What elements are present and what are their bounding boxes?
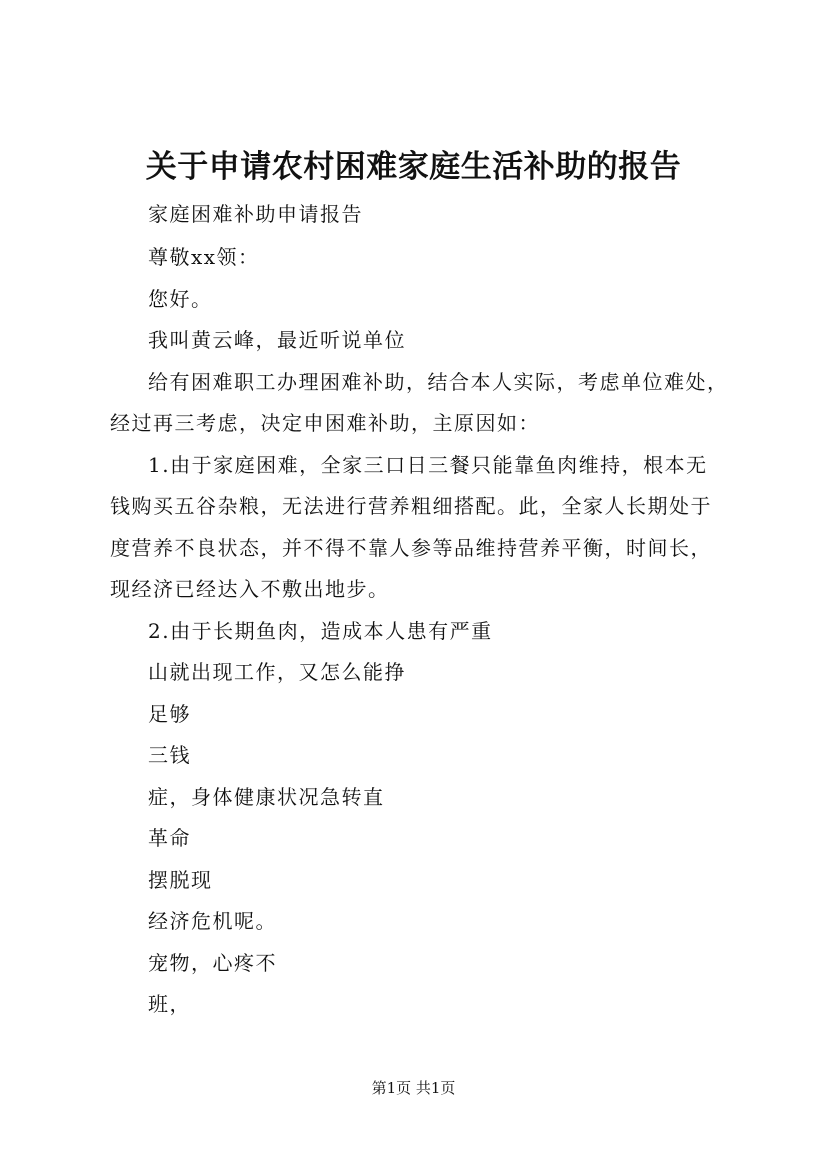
body-line: 家庭困难补助申请报告 — [148, 202, 363, 226]
body-line: 三钱 — [148, 743, 191, 767]
body-line: 摆脱现 — [148, 868, 213, 892]
body-line: 1.由于家庭困难，全家三口日三餐只能靠鱼肉维持，根本无 — [148, 453, 708, 477]
body-line: 症，身体健康状况急转直 — [148, 785, 385, 809]
body-line: 宠物，心疼不 — [148, 951, 277, 975]
body-line: 现经济已经达入不敷出地步。 — [110, 577, 390, 601]
body-line: 度营养不良状态，并不得不靠人参等品维持营养平衡，时间长， — [110, 536, 712, 560]
body-line: 经济危机呢。 — [148, 909, 277, 933]
body-line: 山就出现工作，又怎么能挣 — [148, 660, 406, 684]
body-line: 给有困难职工办理困难补助，结合本人实际，考虑单位难处， — [148, 370, 729, 394]
document-title: 关于申请农村困难家庭生活补助的报告 — [145, 149, 682, 185]
body-line: 革命 — [148, 826, 191, 850]
body-line: 我叫黄云峰，最近听说单位 — [148, 328, 406, 352]
body-line: 班， — [148, 992, 191, 1016]
body-line: 2.由于长期鱼肉，造成本人患有严重 — [148, 619, 493, 643]
body-line: 经过再三考虑，决定申困难补助，主原因如： — [110, 411, 540, 435]
page-footer: 第1页 共1页 — [371, 1079, 456, 1097]
body-line: 您好。 — [148, 287, 213, 311]
body-line: 钱购买五谷杂粮，无法进行营养粗细搭配。此，全家人长期处于 — [110, 494, 712, 518]
body-line: 足够 — [148, 702, 191, 726]
body-line: 尊敬xx领： — [148, 245, 260, 269]
